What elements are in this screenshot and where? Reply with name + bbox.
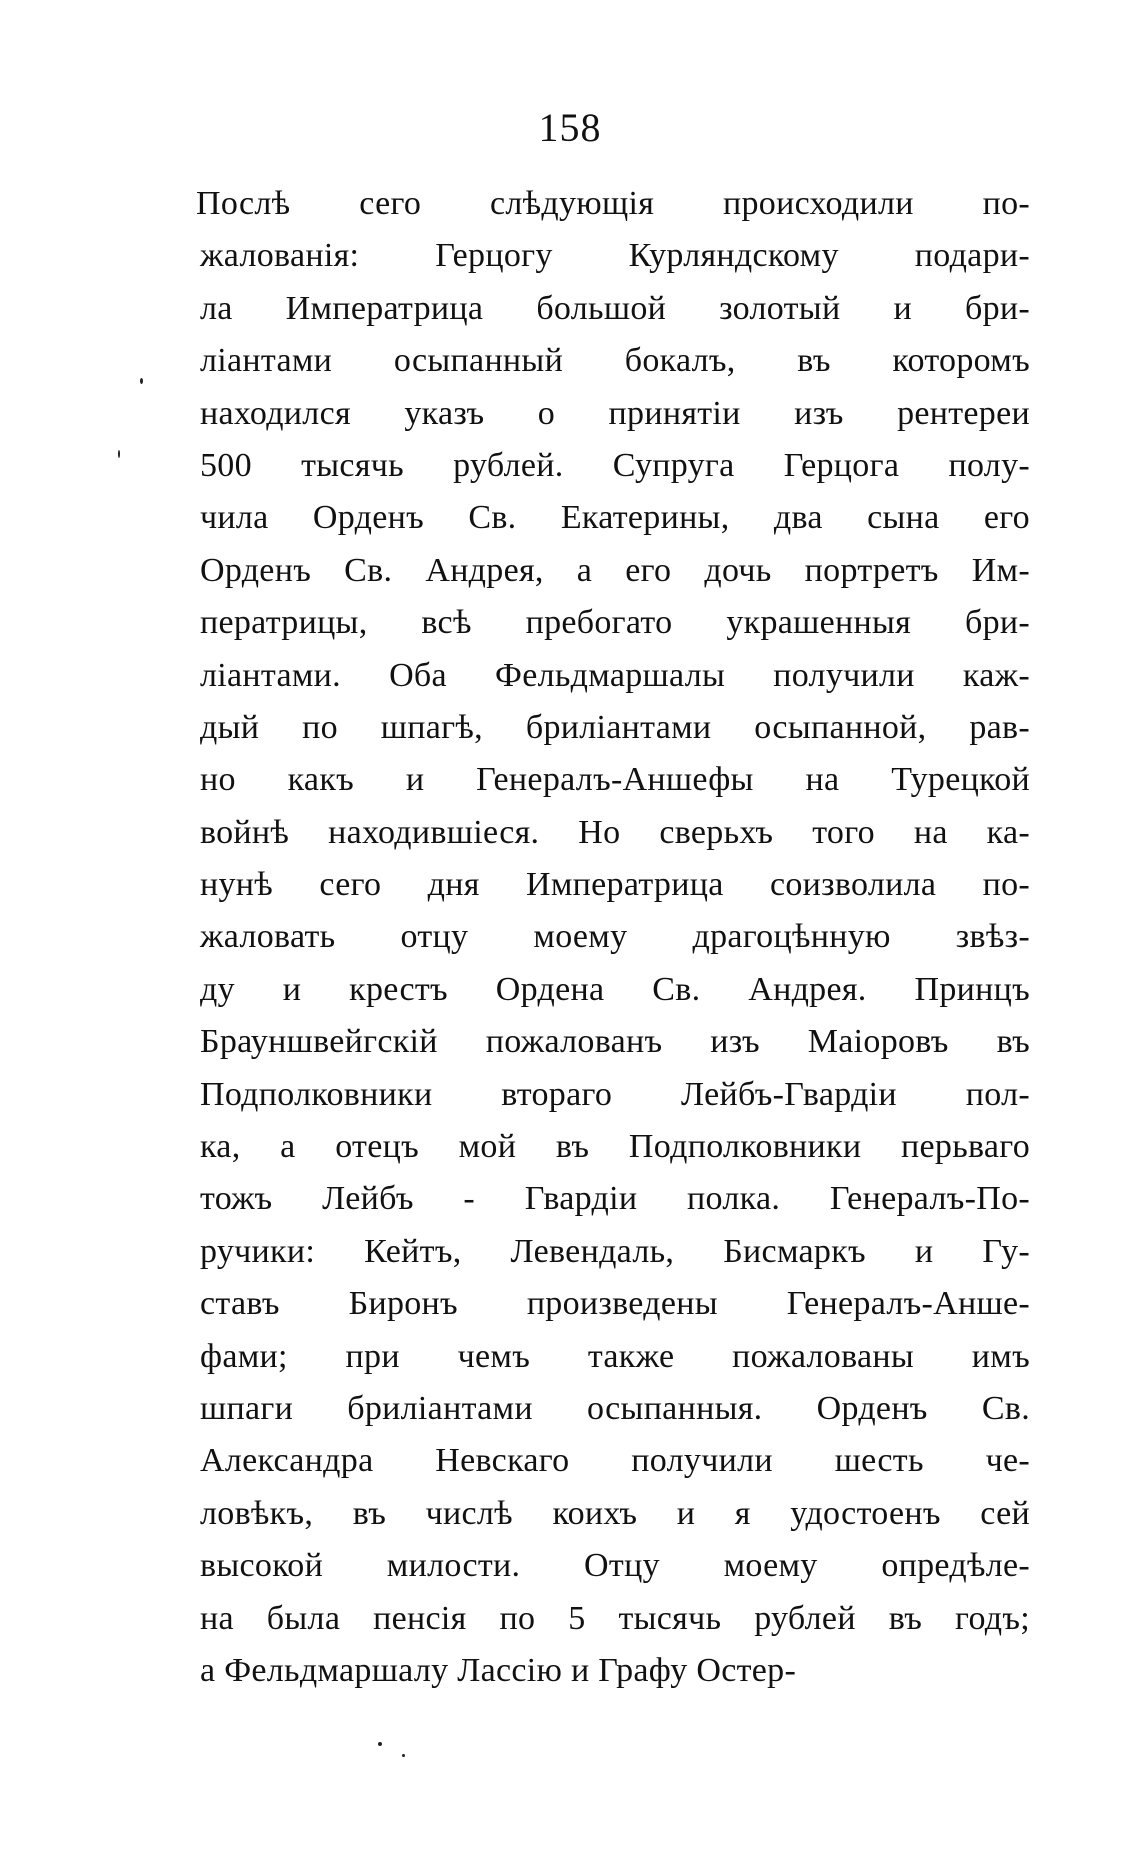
text-line: ліантами осыпанный бокалъ, въ которомъ bbox=[200, 342, 1030, 380]
text-line: Послѣ сего слѣдующія происходили по- bbox=[196, 185, 1030, 222]
text-line: ду и крестъ Ордена Св. Андрея. Принцъ bbox=[200, 970, 1030, 1008]
text-line: ставъ Биронъ произведены Генералъ-Анше- bbox=[200, 1285, 1030, 1323]
text-line: ператрицы, всѣ пребогато украшенныя бри- bbox=[200, 604, 1030, 642]
text-line: высокой милости. Отцу моему опредѣле- bbox=[200, 1547, 1030, 1585]
text-line: ручики: Кейтъ, Левендаль, Бисмаркъ и Гу- bbox=[200, 1232, 1030, 1270]
text-line: дый по шпагѣ, бриліантами осыпанной, рав- bbox=[200, 708, 1030, 746]
text-line: тожъ Лейбъ - Гвардіи полка. Генералъ-По- bbox=[200, 1180, 1030, 1218]
ink-speck bbox=[378, 1742, 382, 1746]
ink-speck bbox=[140, 378, 143, 384]
text-line: ка, а отецъ мой въ Подполковники перьваго bbox=[200, 1128, 1030, 1166]
page-number: 158 bbox=[538, 105, 602, 150]
text-line: шпаги бриліантами осыпанныя. Орденъ Св. bbox=[200, 1389, 1030, 1427]
ink-speck bbox=[118, 450, 120, 458]
text-line: фами; при чемъ также пожалованы имъ bbox=[200, 1337, 1030, 1375]
text-line: войнѣ находившіеся. Но сверьхъ того на ка- bbox=[200, 813, 1030, 851]
text-line: а Фельдмаршалу Лассію и Графу Остер- bbox=[200, 1651, 797, 1689]
text-line: 500 тысячь рублей. Супруга Герцога полу- bbox=[200, 446, 1030, 484]
text-line: нунѣ сего дня Императрица соизволила по- bbox=[200, 866, 1030, 904]
text-line: чила Орденъ Св. Екатерины, два сына его bbox=[200, 499, 1030, 537]
text-line: ліантами. Оба Фельдмаршалы получили каж- bbox=[200, 656, 1030, 694]
text-line: Подполковники втораго Лейбъ-Гвардіи пол- bbox=[200, 1075, 1030, 1113]
text-line: на была пенсія по 5 тысячь рублей въ годъ; bbox=[200, 1599, 1030, 1637]
text-line: жалованія: Герцогу Курляндскому подари- bbox=[200, 237, 1030, 275]
ink-speck bbox=[402, 1754, 405, 1757]
body-text bbox=[196, 178, 1030, 1697]
text-line: но какъ и Генералъ-Аншефы на Турецкой bbox=[200, 761, 1030, 799]
text-line: жаловать отцу моему драгоцѣнную звѣз- bbox=[200, 918, 1030, 956]
text-line: находился указъ о принятіи изъ рентереи bbox=[200, 394, 1030, 432]
text-line: ла Императрица большой золотый и бри- bbox=[200, 289, 1030, 327]
text-line: Александра Невскаго получили шесть че- bbox=[200, 1442, 1030, 1480]
text-line: Брауншвейгскій пожалованъ изъ Маіоровъ въ bbox=[200, 1023, 1030, 1061]
text-line: Орденъ Св. Андрея, а его дочь портретъ Им- bbox=[200, 551, 1030, 589]
text-line: ловѣкъ, въ числѣ коихъ и я удостоенъ сей bbox=[200, 1494, 1030, 1532]
